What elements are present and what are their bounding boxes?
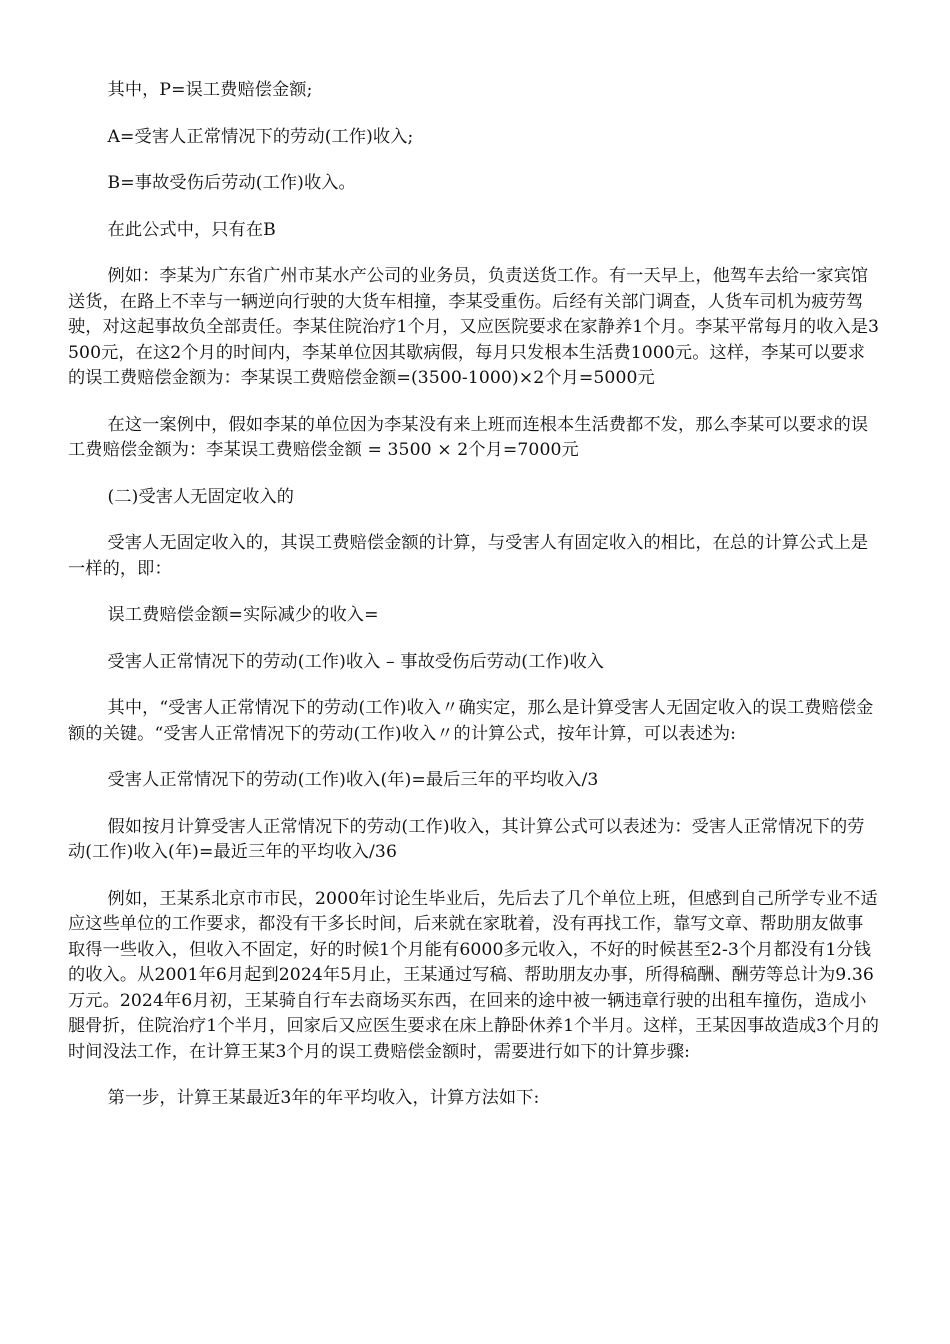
paragraph: 例如，王某系北京市市民，2000年讨论生毕业后，先后去了几个单位上班，但感到自己所学专业不适应这些单位的工作要求，都没有干多长时间，后来就在家耽着，没有再找工作，靠写文章、帮助朋友做事取得一些收入，但收入不固定，好的时候1个月能有6000多元收入，不好的时候甚至2-3个月都没有1分钱的收入。从2001年6月起到2024年5月止，王某通过写稿、帮助朋友办事，所得稿酬、酬劳等总计为9.36万元。2024年6月初，王某骑自行车去商场买东西，在回来的途中被一辆违章行驶的出租车撞伤，造成小腿骨折，住院治疗1个半月，回家后又应医生要求在床上静卧休养1个半月。这样，王某因事故造成3个月的时间没法工作，在计算王某3个月的误工费赔偿金额时，需要进行如下的计算步骤: bbox=[68, 888, 880, 1062]
formula-line: 误工费赔偿金额=实际减少的收入= bbox=[107, 605, 379, 625]
paragraph: 受害人无固定收入的，其误工费赔偿金额的计算，与受害人有固定收入的相比，在总的计算公式上是一样的，即： bbox=[68, 533, 869, 579]
formula-line: 受害人正常情况下的劳动(工作)收入 – 事故受伤后劳动(工作)收入 bbox=[107, 651, 605, 672]
paragraph: 其中，P=误工费赔偿金额; bbox=[107, 80, 313, 100]
section-heading: (二)受害人无固定收入的 bbox=[107, 486, 295, 507]
paragraph: 第一步，计算王某最近3年的年平均收入，计算方法如下: bbox=[107, 1088, 540, 1108]
paragraph: B=事故受伤后劳动(工作)收入。 bbox=[107, 173, 356, 193]
paragraph: 假如按月计算受害人正常情况下的劳动(工作)收入，其计算公式可以表述为：受害人正常情况下的劳动(工作)收入(年)=最近三年的平均收入/36 bbox=[68, 816, 865, 862]
paragraph: 例如：李某为广东省广州市某水产公司的业务员，负责送货工作。有一天早上，他驾车去给一家宾馆送货，在路上不幸与一辆逆向行驶的大货车相撞，李某受重伤。后经有关部门调查，人货车司机为疲劳驾驶，对这起事故负全部责任。李某住院治疗1个月，又应医院要求在家静养1个月。李某平常每月的收入是3500元，在这2个月的时间内，李某单位因其歇病假，每月只发根本生活费1000元。这样，李某可以要求的误工费赔偿金额为：李某误工费赔偿金额=(3500-1000)×2个月=5000元 bbox=[68, 266, 880, 388]
paragraph: A=受害人正常情况下的劳动(工作)收入; bbox=[107, 126, 414, 147]
document-body bbox=[68, 78, 880, 1133]
paragraph: 在此公式中，只有在B bbox=[107, 219, 276, 240]
paragraph: 在这一案例中，假如李某的单位因为李某没有来上班而连根本生活费都不发，那么李某可以要求的误工费赔偿金额为：李某误工费赔偿金额 = 3500 × 2个月=7000元 bbox=[68, 414, 869, 460]
paragraph: 其中，“受害人正常情况下的劳动(工作)收入〃确实定，那么是计算受害人无固定收入的误工费赔偿金额的关键。“受害人正常情况下的劳动(工作)收入〃的计算公式，按年计算，可以表述为: bbox=[68, 698, 874, 744]
formula-line: 受害人正常情况下的劳动(工作)收入(年)=最后三年的平均收入/3 bbox=[107, 770, 599, 790]
